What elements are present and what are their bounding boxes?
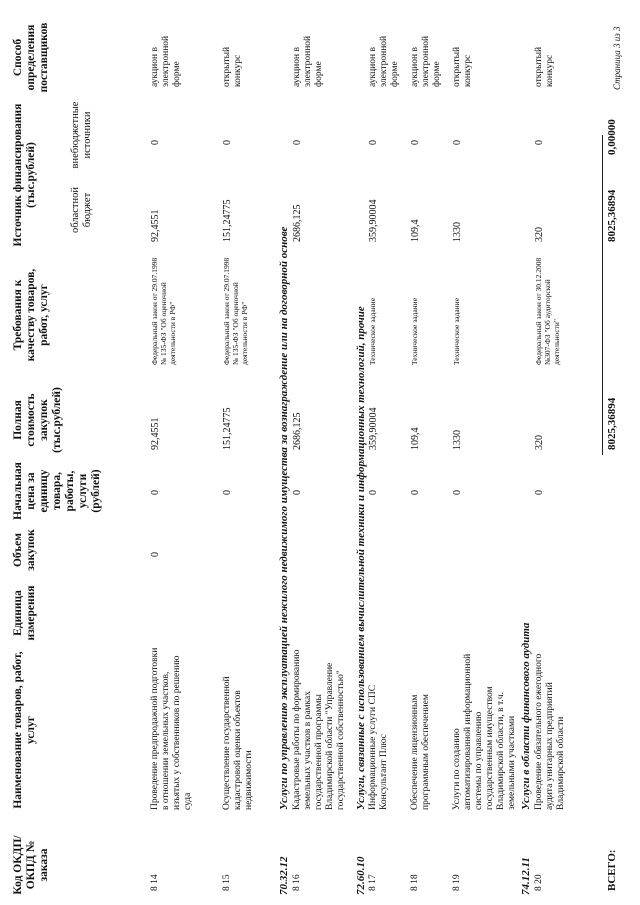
row-total: 109,4	[410, 427, 421, 450]
header-funding-extra: внебюджетные источники	[70, 101, 93, 169]
row-total: 320	[534, 435, 545, 450]
header-name: Наименование товаров, работ, услуг	[12, 651, 37, 809]
row-name: Кадастровые работы по формированию земельных участков в рамках государственной программы Владимирской области "Управление государственной собственностью"	[292, 649, 346, 810]
category-title: Услуги, связанные с использованием вычислительной техники и информационных технологий, прочие	[355, 306, 367, 810]
row-method: аукцион в электронной форме	[292, 35, 324, 87]
totals-total: 8025,36894	[606, 397, 618, 450]
row-requirements: Техническое задание	[410, 297, 419, 365]
row-name: Услуги по созданию автоматизированной информационной системы по управлению государственным имуществом Владимирской области, в т.ч. земельными участками	[452, 653, 517, 810]
row-method: аукцион в электронной форме	[368, 35, 400, 87]
row-price: 0	[534, 490, 545, 495]
header-code: Код ОКДП/ ОКПД № заказа	[12, 835, 50, 895]
row-code: 8 18	[410, 874, 420, 891]
row-extra: 0	[534, 140, 545, 145]
row-total: 92,4551	[150, 417, 161, 450]
row-method: аукцион в электронной форме	[410, 35, 442, 87]
row-method: аукцион в электронной форме	[150, 35, 182, 87]
row-extra: 0	[222, 140, 233, 145]
row-requirements: Федеральный закон от 29.07.1998 № 135-ФЗ "Об оценочной деятельности в РФ"	[150, 257, 177, 365]
row-total: 359,90004	[368, 407, 379, 450]
row-extra: 0	[292, 140, 303, 145]
row-requirements: Техническое задание	[368, 297, 377, 365]
category-code: 74.12.11	[520, 857, 532, 895]
row-extra: 0	[452, 140, 463, 145]
category-title: Услуги в области финансового аудита	[520, 622, 532, 810]
row-code: 8 14	[150, 874, 160, 891]
header-total-cost: Полная стоимость закупок (тыс.рублей)	[12, 387, 63, 453]
row-total: 1330	[452, 430, 463, 450]
row-regional: 320	[534, 227, 545, 242]
header-unit: Единица измерения	[12, 585, 37, 641]
row-name: Осуществление государственной кадастровой оценки объектов недвижимости	[222, 676, 254, 810]
header-funding: Источник финансирования (тыс.рублей)	[12, 103, 37, 247]
row-method: открытый конкурс	[452, 46, 473, 87]
row-price: 0	[292, 490, 303, 495]
row-volume: 0	[150, 552, 161, 557]
row-code: 8 20	[534, 874, 544, 891]
row-regional: 151,24775	[222, 199, 233, 242]
row-price: 0	[410, 490, 421, 495]
row-name: Проведение обязательного ежегодного аудита унитарных предприятий Владимирской области	[534, 653, 566, 810]
row-code: 8 19	[452, 874, 462, 891]
category-title: Услуги по управлению эксплуатацией нежилого недвижимого имущества за вознаграждение или на договорной основе	[278, 226, 290, 810]
row-price: 0	[150, 490, 161, 495]
row-method: открытый конкурс	[534, 46, 555, 87]
row-method: открытый конкурс	[222, 46, 243, 87]
row-extra: 0	[150, 140, 161, 145]
row-code: 8 16	[292, 874, 302, 891]
totals-extra: 0,00000	[606, 119, 618, 155]
row-price: 0	[452, 490, 463, 495]
row-name: Обеспечение лицензионным программным обеспечением	[410, 694, 431, 810]
header-volume: Объем закупок	[12, 529, 37, 571]
row-regional: 1330	[452, 222, 463, 242]
header-method: Способ определения поставщиков	[12, 22, 50, 93]
row-total: 2686,125	[292, 412, 303, 450]
totals-label: ВСЕГО:	[606, 849, 618, 891]
header-price: Начальная цена за единицу товара, работы, услуги (рублей)	[12, 462, 102, 520]
row-extra: 0	[410, 140, 421, 145]
totals-regional: 8025,36894	[606, 189, 618, 242]
header-funding-regional: областной бюджет	[70, 187, 93, 233]
row-name: Проведение предпродажной подготовки в отношении земельных участков, изъятых у собственников по решению суда	[150, 647, 193, 810]
row-extra: 0	[368, 140, 379, 145]
category-code: 72.60.10	[355, 856, 367, 895]
row-code: 8 17	[368, 874, 378, 891]
row-code: 8 15	[222, 874, 232, 891]
totals-divider	[602, 135, 603, 455]
row-regional: 109,4	[410, 219, 421, 242]
page-number: Страница 3 из 3	[612, 26, 622, 90]
row-regional: 2686,125	[292, 204, 303, 242]
row-name: Информационные услуги СПС Консультант Плюс	[368, 684, 389, 810]
row-price: 0	[222, 490, 233, 495]
header-requirements: Требования к качеству товаров, работ, услуг	[12, 268, 50, 362]
row-regional: 359,90004	[368, 199, 379, 242]
row-requirements: Федеральный закон от 29.07.1998 № 135-ФЗ "Об оценочной деятельности в РФ"	[222, 257, 249, 365]
category-code: 70.32.12	[278, 856, 290, 895]
row-requirements: Техническое задание	[452, 297, 461, 365]
row-requirements: Федеральный закон от 30.12.2008 №307-ФЗ "Об аудиторской деятельности"	[534, 257, 561, 365]
row-regional: 92,4551	[150, 209, 161, 242]
row-total: 151,24775	[222, 407, 233, 450]
row-price: 0	[368, 490, 379, 495]
